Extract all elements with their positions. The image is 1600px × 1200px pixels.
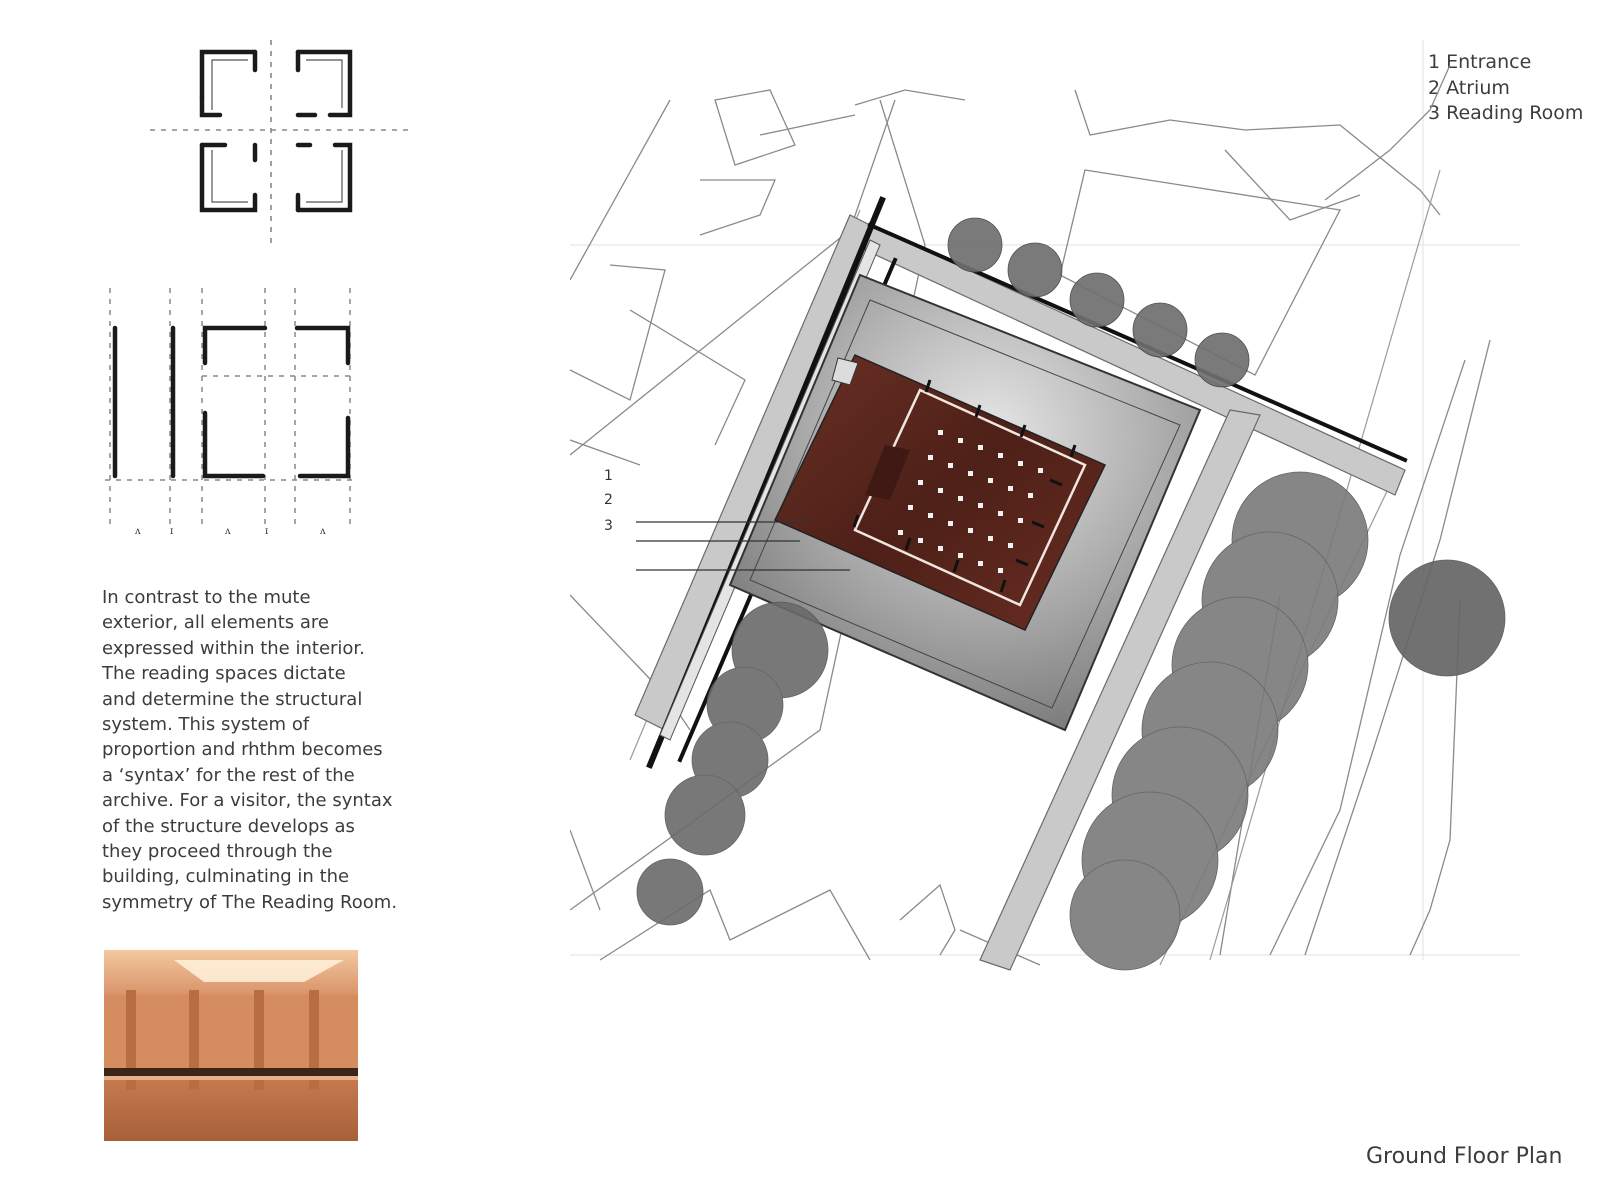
legend-item-entrance: 1 Entrance xyxy=(1428,51,1532,73)
description-line: archive. For a visitor, the syntax xyxy=(102,790,393,812)
legend-item-reading-room: 3 Reading Room xyxy=(1428,102,1584,124)
reading-room-photo xyxy=(104,950,358,1141)
description-line: they proceed through the xyxy=(102,841,333,863)
svg-text:ʌ: ʌ xyxy=(320,526,326,537)
tree-canopy xyxy=(1389,560,1505,676)
description-line: system. This system of xyxy=(102,714,310,736)
description-line: proportion and rhthm becomes xyxy=(102,739,383,761)
description-line: In contrast to the mute xyxy=(102,587,311,608)
legend-item-atrium: 2 Atrium xyxy=(1428,76,1510,99)
concept-sketch-bays xyxy=(105,288,375,548)
description-line: of the structure develops as xyxy=(102,815,355,837)
callout-2: 2 xyxy=(604,492,613,508)
description-line: building, culminating in the xyxy=(102,866,350,888)
svg-text:ɪ: ɪ xyxy=(170,526,174,537)
ground-floor-site-plan xyxy=(570,40,1520,1020)
description-paragraph xyxy=(102,585,402,915)
svg-text:ʌ: ʌ xyxy=(135,526,141,537)
description-line: exterior, all elements are xyxy=(102,612,329,634)
plan-title: Ground Floor Plan xyxy=(1366,1144,1563,1169)
svg-text:ɪ: ɪ xyxy=(265,526,269,537)
description-line: and determine the structural xyxy=(102,688,363,710)
concept-sketch-quadrants xyxy=(150,40,420,250)
callout-3: 3 xyxy=(604,518,613,534)
svg-text:ʌ: ʌ xyxy=(225,526,231,537)
description-line: symmetry of The Reading Room. xyxy=(102,891,398,913)
description-line: a ‘syntax’ for the rest of the xyxy=(102,764,355,786)
description-line: The reading spaces dictate xyxy=(102,663,346,685)
description-line: expressed within the interior. xyxy=(102,637,365,659)
callout-1: 1 xyxy=(604,468,613,484)
